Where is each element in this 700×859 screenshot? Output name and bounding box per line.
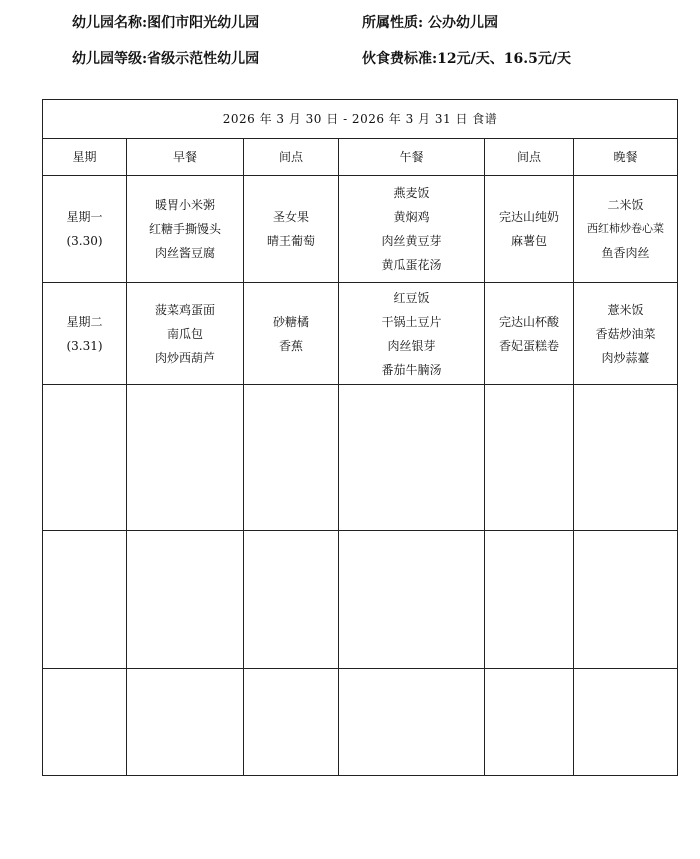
empty-cell	[127, 531, 244, 669]
menu-item: 麻薯包	[510, 234, 547, 248]
date-label: (3.30)	[66, 234, 103, 248]
menu-item: 圣女果	[272, 210, 309, 224]
snack-cell	[485, 176, 574, 283]
snack-cell	[485, 283, 574, 385]
menu-item: 西红柿炒卷心菜	[587, 222, 664, 235]
menu-item: 完达山杯酸	[498, 314, 559, 329]
empty-cell	[485, 385, 574, 531]
menu-item: 黄瓜蛋花汤	[381, 258, 442, 272]
menu-item: 晴王葡萄	[266, 234, 315, 248]
breakfast-cell	[127, 283, 244, 385]
snack-cell	[244, 176, 339, 283]
kindergarten-name: 幼儿园名称:图们市阳光幼儿园	[72, 15, 260, 31]
menu-item: 肉炒西葫芦	[154, 350, 215, 365]
empty-cell	[574, 669, 678, 776]
menu-item: 香菇炒油菜	[595, 326, 656, 341]
column-header-snack: 间点	[485, 139, 574, 176]
weekday-cell	[43, 176, 127, 283]
empty-cell	[339, 669, 485, 776]
empty-cell	[127, 669, 244, 776]
menu-item: 干锅土豆片	[381, 314, 442, 329]
table-row-empty	[43, 385, 678, 531]
column-header-breakfast: 早餐	[127, 139, 244, 176]
date-label: (3.31)	[66, 338, 103, 353]
empty-cell	[244, 531, 339, 669]
menu-item: 肉丝酱豆腐	[154, 246, 215, 260]
dinner-cell	[574, 176, 678, 283]
empty-cell	[244, 669, 339, 776]
table-row	[43, 176, 678, 283]
menu-title: 2026 年 3 月 30 日 - 2026 年 3 月 31 日 食谱	[43, 100, 678, 139]
snack-cell	[244, 283, 339, 385]
menu-item: 菠菜鸡蛋面	[154, 302, 215, 317]
menu-table	[42, 99, 678, 776]
menu-item: 肉炒蒜薹	[601, 350, 650, 365]
empty-cell	[127, 385, 244, 531]
column-header-lunch: 午餐	[339, 139, 485, 176]
empty-cell	[43, 669, 127, 776]
empty-cell	[339, 531, 485, 669]
menu-item: 香妃蛋糕卷	[498, 338, 559, 353]
menu-item: 暖胃小米粥	[154, 198, 215, 212]
weekday-cell	[43, 283, 127, 385]
dinner-cell	[574, 283, 678, 385]
lunch-cell	[339, 283, 485, 385]
empty-cell	[485, 669, 574, 776]
empty-cell	[43, 531, 127, 669]
menu-item: 鱼香肉丝	[601, 246, 650, 260]
menu-item: 黄焖鸡	[393, 210, 430, 224]
menu-item: 红糖手撕馒头	[148, 222, 221, 236]
column-header-weekday: 星期	[43, 139, 127, 176]
menu-item: 二米饭	[607, 198, 644, 212]
empty-cell	[574, 531, 678, 669]
table-row-empty	[43, 531, 678, 669]
menu-item: 燕麦饭	[393, 186, 430, 200]
menu-item: 南瓜包	[166, 326, 203, 341]
weekday-label: 星期一	[66, 210, 103, 224]
empty-cell	[339, 385, 485, 531]
menu-item: 完达山纯奶	[498, 210, 559, 224]
empty-cell	[574, 385, 678, 531]
menu-item: 肉丝银芽	[387, 338, 436, 353]
column-header-snack: 间点	[244, 139, 339, 176]
menu-item: 砂糖橘	[272, 314, 309, 329]
menu-item: 薏米饭	[607, 302, 644, 317]
menu-item: 香蕉	[278, 338, 303, 353]
breakfast-cell	[127, 176, 244, 283]
empty-cell	[244, 385, 339, 531]
lunch-cell	[339, 176, 485, 283]
menu-item: 红豆饭	[393, 290, 430, 305]
table-row-empty	[43, 669, 678, 776]
table-row	[43, 283, 678, 385]
menu-item: 肉丝黄豆芽	[381, 234, 442, 248]
column-header-dinner: 晚餐	[574, 139, 678, 176]
kindergarten-nature: 所属性质: 公办幼儿园	[362, 15, 499, 31]
empty-cell	[485, 531, 574, 669]
menu-item: 番茄牛腩汤	[381, 362, 442, 377]
empty-cell	[43, 385, 127, 531]
meal-fee-standard: 伙食费标准:12元/天、16.5元/天	[362, 51, 571, 67]
kindergarten-grade: 幼儿园等级:省级示范性幼儿园	[72, 51, 260, 67]
weekday-label: 星期二	[66, 314, 103, 329]
